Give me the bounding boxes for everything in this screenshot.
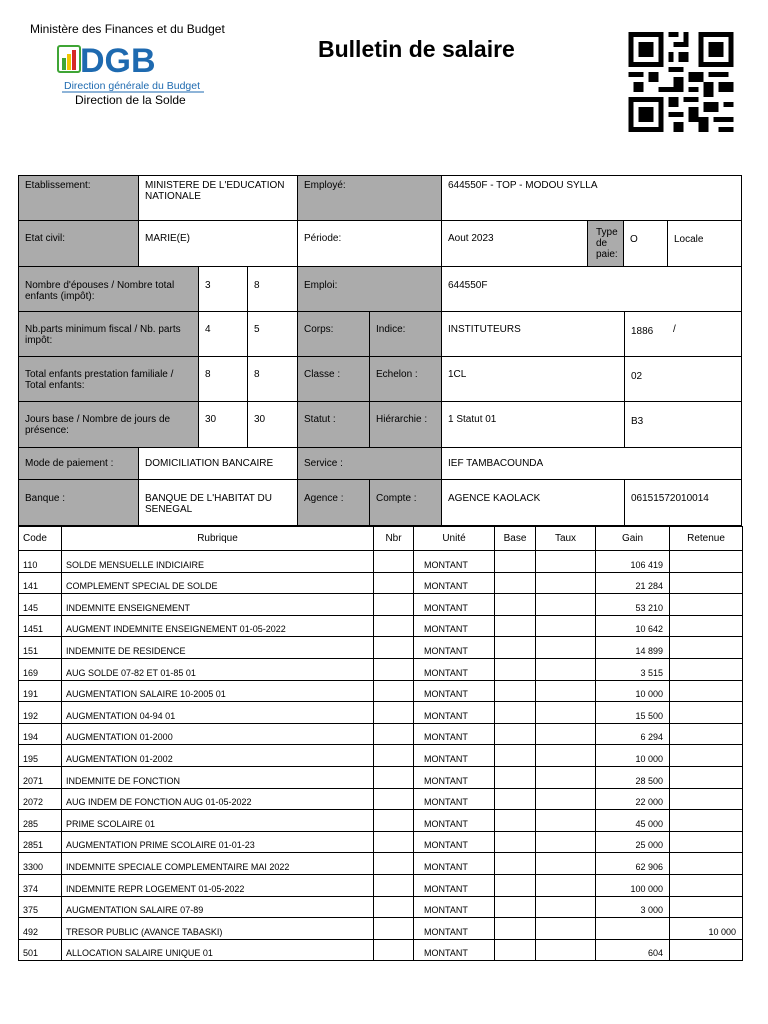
- periode-value: Aout 2023: [441, 220, 588, 267]
- row-gain: 10 000: [596, 745, 670, 767]
- table-row: [19, 680, 743, 702]
- row-gain: 100 000: [596, 874, 670, 896]
- row-taux: [536, 551, 596, 573]
- row-code: 501: [19, 939, 62, 961]
- row-rubrique: INDEMNITE DE FONCTION: [62, 766, 374, 788]
- row-retenue: [670, 723, 743, 745]
- row-base: [495, 745, 536, 767]
- table-row: [19, 874, 743, 896]
- row-nbr: [374, 680, 414, 702]
- service-value: IEF TAMBACOUNDA: [441, 447, 742, 480]
- row-base: [495, 615, 536, 637]
- row-gain: 10 642: [596, 615, 670, 637]
- row-unite: MONTANT: [414, 745, 495, 767]
- row-base: [495, 637, 536, 659]
- row-code: 145: [19, 594, 62, 616]
- row-taux: [536, 766, 596, 788]
- row-retenue: [670, 702, 743, 724]
- row-unite: MONTANT: [414, 572, 495, 594]
- parts-value-2: 5: [247, 311, 298, 357]
- indice-separator: /: [667, 311, 742, 357]
- header-retenue: Retenue: [670, 527, 743, 551]
- row-gain: 3 000: [596, 896, 670, 918]
- row-retenue: [670, 853, 743, 875]
- row-base: [495, 572, 536, 594]
- row-base: [495, 702, 536, 724]
- row-unite: MONTANT: [414, 680, 495, 702]
- periode-label: Période:: [297, 220, 442, 267]
- row-retenue: [670, 939, 743, 961]
- epouses-value-2: 8: [247, 266, 298, 312]
- row-gain: 28 500: [596, 766, 670, 788]
- row-rubrique: INDEMNITE REPR LOGEMENT 01-05-2022: [62, 874, 374, 896]
- classe-value: 1CL: [441, 356, 625, 402]
- row-code: 110: [19, 551, 62, 573]
- row-base: [495, 918, 536, 940]
- row-taux: [536, 831, 596, 853]
- type-paie-value: O: [623, 220, 668, 267]
- row-nbr: [374, 594, 414, 616]
- row-base: [495, 831, 536, 853]
- row-unite: MONTANT: [414, 853, 495, 875]
- indice-label: Indice:: [369, 311, 442, 357]
- row-retenue: [670, 572, 743, 594]
- header-rubrique: Rubrique: [62, 527, 374, 551]
- row-unite: MONTANT: [414, 788, 495, 810]
- row-taux: [536, 658, 596, 680]
- row-nbr: [374, 810, 414, 832]
- header-gain: Gain: [596, 527, 670, 551]
- table-row: [19, 637, 743, 659]
- row-base: [495, 853, 536, 875]
- row-code: 374: [19, 874, 62, 896]
- parts-value-1: 4: [198, 311, 248, 357]
- etablissement-value: MINISTERE DE L'EDUCATION NATIONALE: [138, 175, 298, 221]
- row-gain: 62 906: [596, 853, 670, 875]
- jours-value-1: 30: [198, 401, 248, 448]
- document-title: Bulletin de salaire: [318, 36, 515, 62]
- row-base: [495, 810, 536, 832]
- row-unite: MONTANT: [414, 551, 495, 573]
- table-row: [19, 594, 743, 616]
- qr-code: [628, 32, 734, 132]
- row-code: 3300: [19, 853, 62, 875]
- row-base: [495, 723, 536, 745]
- row-gain: 3 515: [596, 658, 670, 680]
- row-taux: [536, 594, 596, 616]
- table-row: [19, 766, 743, 788]
- statut-value: 1 Statut 01: [441, 401, 625, 448]
- employe-label: Employé:: [297, 175, 442, 221]
- row-taux: [536, 896, 596, 918]
- row-nbr: [374, 918, 414, 940]
- header-taux: Taux: [536, 527, 596, 551]
- banque-label: Banque :: [18, 479, 139, 526]
- header-code: Code: [19, 527, 62, 551]
- row-rubrique: AUG SOLDE 07-82 ET 01-85 01: [62, 658, 374, 680]
- ministry-name: Ministère des Finances et du Budget: [30, 22, 225, 36]
- row-taux: [536, 615, 596, 637]
- dgb-logo: [56, 42, 208, 94]
- row-nbr: [374, 853, 414, 875]
- row-rubrique: COMPLEMENT SPECIAL DE SOLDE: [62, 572, 374, 594]
- row-unite: MONTANT: [414, 594, 495, 616]
- row-code: 194: [19, 723, 62, 745]
- row-base: [495, 939, 536, 961]
- row-nbr: [374, 551, 414, 573]
- row-unite: MONTANT: [414, 615, 495, 637]
- row-nbr: [374, 572, 414, 594]
- table-row: [19, 615, 743, 637]
- agence-value: AGENCE KAOLACK: [441, 479, 625, 526]
- row-rubrique: AUGMENTATION 04-94 01: [62, 702, 374, 724]
- jours-value-2: 30: [247, 401, 298, 448]
- row-code: 2851: [19, 831, 62, 853]
- row-taux: [536, 723, 596, 745]
- row-nbr: [374, 874, 414, 896]
- row-unite: MONTANT: [414, 658, 495, 680]
- enfants-value-1: 8: [198, 356, 248, 402]
- row-unite: MONTANT: [414, 637, 495, 659]
- enfants-value-2: 8: [247, 356, 298, 402]
- table-row: [19, 853, 743, 875]
- type-paie-label: Type de paie:: [587, 220, 624, 267]
- row-code: 169: [19, 658, 62, 680]
- row-rubrique: AUGMENTATION SALAIRE 10-2005 01: [62, 680, 374, 702]
- row-retenue: [670, 615, 743, 637]
- row-retenue: [670, 637, 743, 659]
- row-gain: [596, 918, 670, 940]
- table-row: [19, 745, 743, 767]
- row-rubrique: INDEMNITE ENSEIGNEMENT: [62, 594, 374, 616]
- row-base: [495, 788, 536, 810]
- banque-value: BANQUE DE L'HABITAT DU SENEGAL: [138, 479, 298, 526]
- hierarchie-value: B3: [624, 401, 742, 448]
- hierarchie-label: Hiérarchie :: [369, 401, 442, 448]
- row-base: [495, 680, 536, 702]
- header-base: Base: [495, 527, 536, 551]
- row-taux: [536, 918, 596, 940]
- parts-label: Nb.parts minimum fiscal / Nb. parts impôt:: [18, 311, 199, 357]
- row-nbr: [374, 723, 414, 745]
- row-taux: [536, 810, 596, 832]
- row-nbr: [374, 896, 414, 918]
- row-taux: [536, 853, 596, 875]
- row-taux: [536, 680, 596, 702]
- emploi-value: 644550F: [441, 266, 742, 312]
- row-unite: MONTANT: [414, 702, 495, 724]
- row-rubrique: TRESOR PUBLIC (AVANCE TABASKI): [62, 918, 374, 940]
- corps-label: Corps:: [297, 311, 370, 357]
- row-nbr: [374, 702, 414, 724]
- table-row: [19, 810, 743, 832]
- row-code: 141: [19, 572, 62, 594]
- row-code: 492: [19, 918, 62, 940]
- direction-name: Direction de la Solde: [75, 93, 186, 107]
- row-gain: 25 000: [596, 831, 670, 853]
- row-base: [495, 551, 536, 573]
- compte-value: 06151572010014: [624, 479, 742, 526]
- salary-lines-table: [18, 526, 743, 961]
- row-rubrique: SOLDE MENSUELLE INDICIAIRE: [62, 551, 374, 573]
- row-unite: MONTANT: [414, 874, 495, 896]
- row-retenue: [670, 680, 743, 702]
- header-unite: Unité: [414, 527, 495, 551]
- row-retenue: [670, 594, 743, 616]
- row-retenue: [670, 810, 743, 832]
- etat-civil-value: MARIE(E): [138, 220, 298, 267]
- row-gain: 6 294: [596, 723, 670, 745]
- row-base: [495, 896, 536, 918]
- row-rubrique: PRIME SCOLAIRE 01: [62, 810, 374, 832]
- row-rubrique: ALLOCATION SALAIRE UNIQUE 01: [62, 939, 374, 961]
- classe-label: Classe :: [297, 356, 370, 402]
- row-unite: MONTANT: [414, 766, 495, 788]
- row-base: [495, 658, 536, 680]
- row-nbr: [374, 745, 414, 767]
- row-retenue: [670, 874, 743, 896]
- row-taux: [536, 637, 596, 659]
- agence-label: Agence :: [297, 479, 370, 526]
- row-base: [495, 594, 536, 616]
- type-paie-locale: Locale: [667, 220, 742, 267]
- row-unite: MONTANT: [414, 831, 495, 853]
- row-nbr: [374, 615, 414, 637]
- row-base: [495, 766, 536, 788]
- table-row: [19, 788, 743, 810]
- row-taux: [536, 939, 596, 961]
- table-header-row: [19, 527, 743, 551]
- row-gain: 604: [596, 939, 670, 961]
- logo-subtitle: Direction générale du Budget: [64, 80, 201, 92]
- row-rubrique: AUGMENTATION SALAIRE 07-89: [62, 896, 374, 918]
- table-row: [19, 831, 743, 853]
- table-row: [19, 551, 743, 573]
- row-gain: 15 500: [596, 702, 670, 724]
- row-rubrique: INDEMNITE SPECIALE COMPLEMENTAIRE MAI 2022: [62, 853, 374, 875]
- employee-info-grid: [18, 175, 742, 526]
- mode-paiement-value: DOMICILIATION BANCAIRE: [138, 447, 298, 480]
- row-rubrique: INDEMNITE DE RESIDENCE: [62, 637, 374, 659]
- row-nbr: [374, 939, 414, 961]
- etat-civil-label: Etat civil:: [18, 220, 139, 267]
- row-gain: 14 899: [596, 637, 670, 659]
- row-gain: 22 000: [596, 788, 670, 810]
- row-unite: MONTANT: [414, 896, 495, 918]
- emploi-label: Emploi:: [297, 266, 442, 312]
- row-unite: MONTANT: [414, 918, 495, 940]
- row-code: 285: [19, 810, 62, 832]
- logo-text: DGB: [80, 42, 156, 80]
- row-code: 192: [19, 702, 62, 724]
- epouses-label: Nombre d'épouses / Nombre total enfants (impôt):: [18, 266, 199, 312]
- compte-label: Compte :: [369, 479, 442, 526]
- header-nbr: Nbr: [374, 527, 414, 551]
- row-base: [495, 874, 536, 896]
- table-row: [19, 939, 743, 961]
- row-code: 2072: [19, 788, 62, 810]
- row-gain: 10 000: [596, 680, 670, 702]
- table-row: [19, 658, 743, 680]
- row-code: 191: [19, 680, 62, 702]
- row-taux: [536, 745, 596, 767]
- jours-label: Jours base / Nombre de jours de présence:: [18, 401, 199, 448]
- row-retenue: [670, 658, 743, 680]
- row-retenue: 10 000: [670, 918, 743, 940]
- table-row: [19, 572, 743, 594]
- row-unite: MONTANT: [414, 810, 495, 832]
- row-retenue: [670, 766, 743, 788]
- row-taux: [536, 874, 596, 896]
- row-taux: [536, 702, 596, 724]
- row-gain: 45 000: [596, 810, 670, 832]
- row-retenue: [670, 788, 743, 810]
- row-retenue: [670, 745, 743, 767]
- row-retenue: [670, 896, 743, 918]
- row-code: 195: [19, 745, 62, 767]
- row-nbr: [374, 831, 414, 853]
- mode-paiement-label: Mode de paiement :: [18, 447, 139, 480]
- row-rubrique: AUGMENTATION 01-2002: [62, 745, 374, 767]
- table-row: [19, 702, 743, 724]
- row-rubrique: AUGMENTATION PRIME SCOLAIRE 01-01-23: [62, 831, 374, 853]
- corps-value: INSTITUTEURS: [441, 311, 625, 357]
- row-code: 151: [19, 637, 62, 659]
- row-retenue: [670, 831, 743, 853]
- row-retenue: [670, 551, 743, 573]
- enfants-label: Total enfants prestation familiale / Total enfants:: [18, 356, 199, 402]
- table-row: [19, 896, 743, 918]
- epouses-value-1: 3: [198, 266, 248, 312]
- employe-value: 644550F - TOP - MODOU SYLLA: [441, 175, 742, 221]
- row-gain: 53 210: [596, 594, 670, 616]
- echelon-label: Echelon :: [369, 356, 442, 402]
- row-gain: 21 284: [596, 572, 670, 594]
- service-label: Service :: [297, 447, 442, 480]
- row-rubrique: AUG INDEM DE FONCTION AUG 01-05-2022: [62, 788, 374, 810]
- row-gain: 106 419: [596, 551, 670, 573]
- table-row: [19, 723, 743, 745]
- row-code: 1451: [19, 615, 62, 637]
- row-code: 375: [19, 896, 62, 918]
- row-rubrique: AUGMENT INDEMNITE ENSEIGNEMENT 01-05-2022: [62, 615, 374, 637]
- row-nbr: [374, 766, 414, 788]
- row-rubrique: AUGMENTATION 01-2000: [62, 723, 374, 745]
- row-nbr: [374, 658, 414, 680]
- row-code: 2071: [19, 766, 62, 788]
- row-unite: MONTANT: [414, 939, 495, 961]
- row-nbr: [374, 788, 414, 810]
- table-row: [19, 918, 743, 940]
- indice-value: 1886: [624, 311, 668, 357]
- etablissement-label: Etablissement:: [18, 175, 139, 221]
- row-taux: [536, 788, 596, 810]
- row-unite: MONTANT: [414, 723, 495, 745]
- statut-label: Statut :: [297, 401, 370, 448]
- echelon-value: 02: [624, 356, 742, 402]
- row-nbr: [374, 637, 414, 659]
- row-taux: [536, 572, 596, 594]
